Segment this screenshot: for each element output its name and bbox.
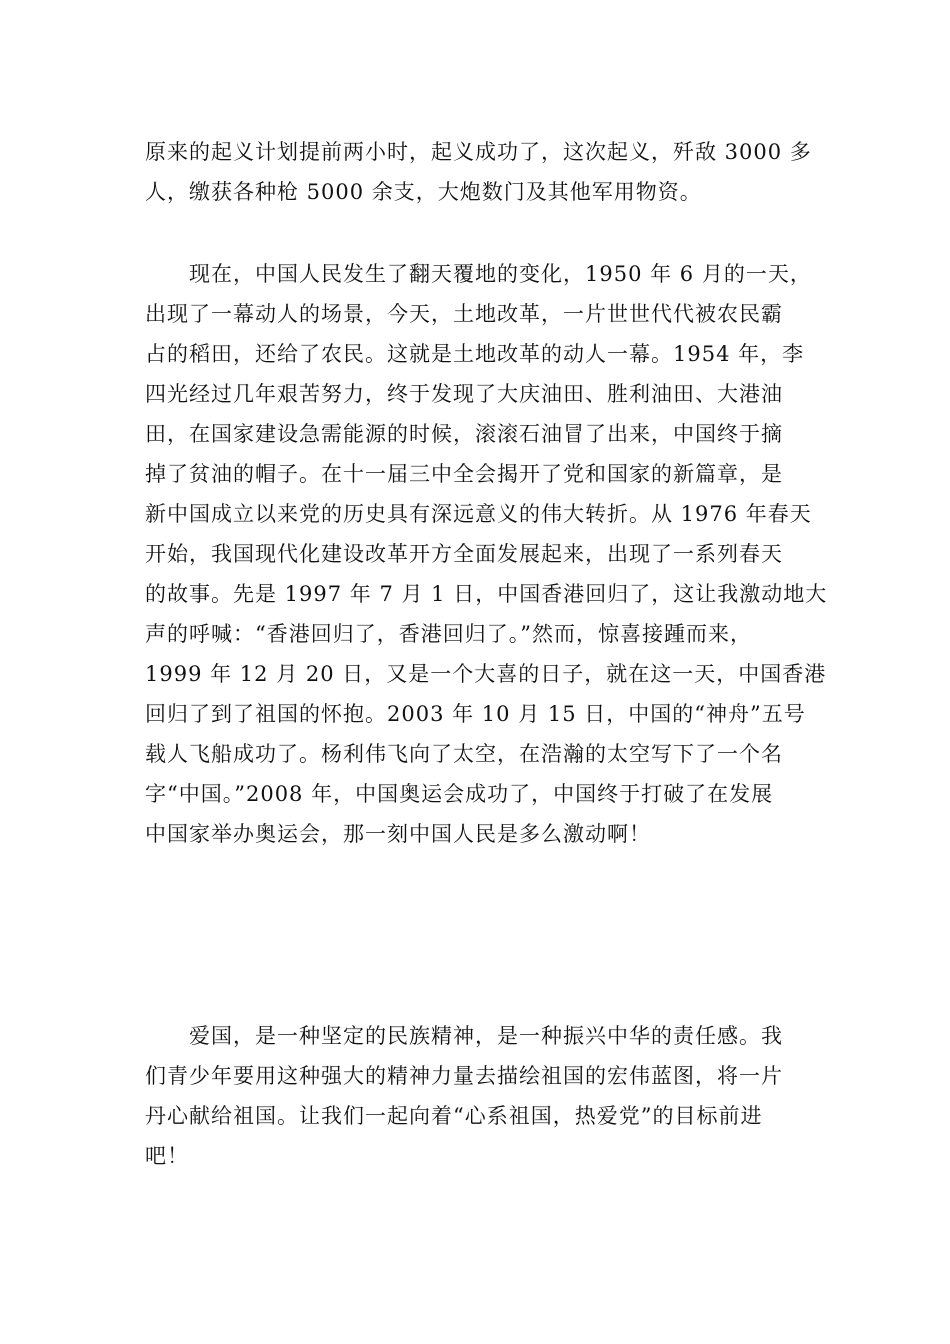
paragraph-line: 们青少年要用这种强大的精神力量去描绘祖国的宏伟蓝图，将一片 [145, 1064, 783, 1088]
paragraph-line: 1999 年 12 月 20 日，又是一个大喜的日子，就在这一天，中国香港 [145, 662, 827, 686]
paragraph-line: 声的呼喊：“香港回归了，香港回归了。”然而，惊喜接踵而来， [145, 622, 752, 646]
paragraph-line: 中国家举办奥运会，那一刻中国人民是多么激动啊！ [145, 822, 651, 846]
paragraph-china-changes [145, 254, 828, 854]
paragraph-line: 出现了一幕动人的场景，今天，土地改革，一片世世代代被农民霸 [145, 302, 783, 326]
paragraph-line: 掉了贫油的帽子。在十一届三中全会揭开了党和国家的新篇章，是 [145, 462, 783, 486]
paragraph-line: 字“中国。”2008 年，中国奥运会成功了，中国终于打破了在发展 [145, 782, 774, 806]
paragraph-line: 原来的起义计划提前两小时，起义成功了，这次起义，歼敌 3000 多 [145, 140, 812, 164]
paragraph-line: 开始，我国现代化建设改革开方全面发展起来，出现了一系列春天 [145, 542, 783, 566]
paragraph-line: 载人飞船成功了。杨利伟飞向了太空，在浩瀚的太空写下了一个名 [145, 742, 783, 766]
paragraph-line: 田，在国家建设急需能源的时候，滚滚石油冒了出来，中国终于摘 [145, 422, 783, 446]
paragraph-line: 的故事。先是 1997 年 7 月 1 日，中国香港回归了，这让我激动地大 [145, 582, 828, 606]
paragraph-line: 现在，中国人民发生了翻天覆地的变化，1950 年 6 月的一天， [189, 262, 812, 286]
paragraph-line: 丹心献给祖国。让我们一起向着“心系祖国，热爱党”的目标前进 [145, 1104, 763, 1128]
paragraph-line: 占的稻田，还给了农民。这就是土地改革的动人一幕。1954 年，李 [145, 342, 805, 366]
paragraph-line: 人，缴获各种枪 5000 余支，大炮数门及其他军用物资。 [145, 180, 702, 204]
paragraph-line: 新中国成立以来党的历史具有深远意义的伟大转折。从 1976 年春天 [145, 502, 812, 526]
paragraph-patriotism [145, 1016, 805, 1176]
paragraph-line: 四光经过几年艰苦努力，终于发现了大庆油田、胜利油田、大港油 [145, 382, 783, 406]
paragraph-line: 吧！ [145, 1144, 189, 1168]
paragraph-line: 爱国，是一种坚定的民族精神，是一种振兴中华的责任感。我 [189, 1024, 783, 1048]
paragraph-uprising-result [145, 132, 812, 212]
paragraph-line: 回归了到了祖国的怀抱。2003 年 10 月 15 日，中国的“神舟”五号 [145, 702, 806, 726]
